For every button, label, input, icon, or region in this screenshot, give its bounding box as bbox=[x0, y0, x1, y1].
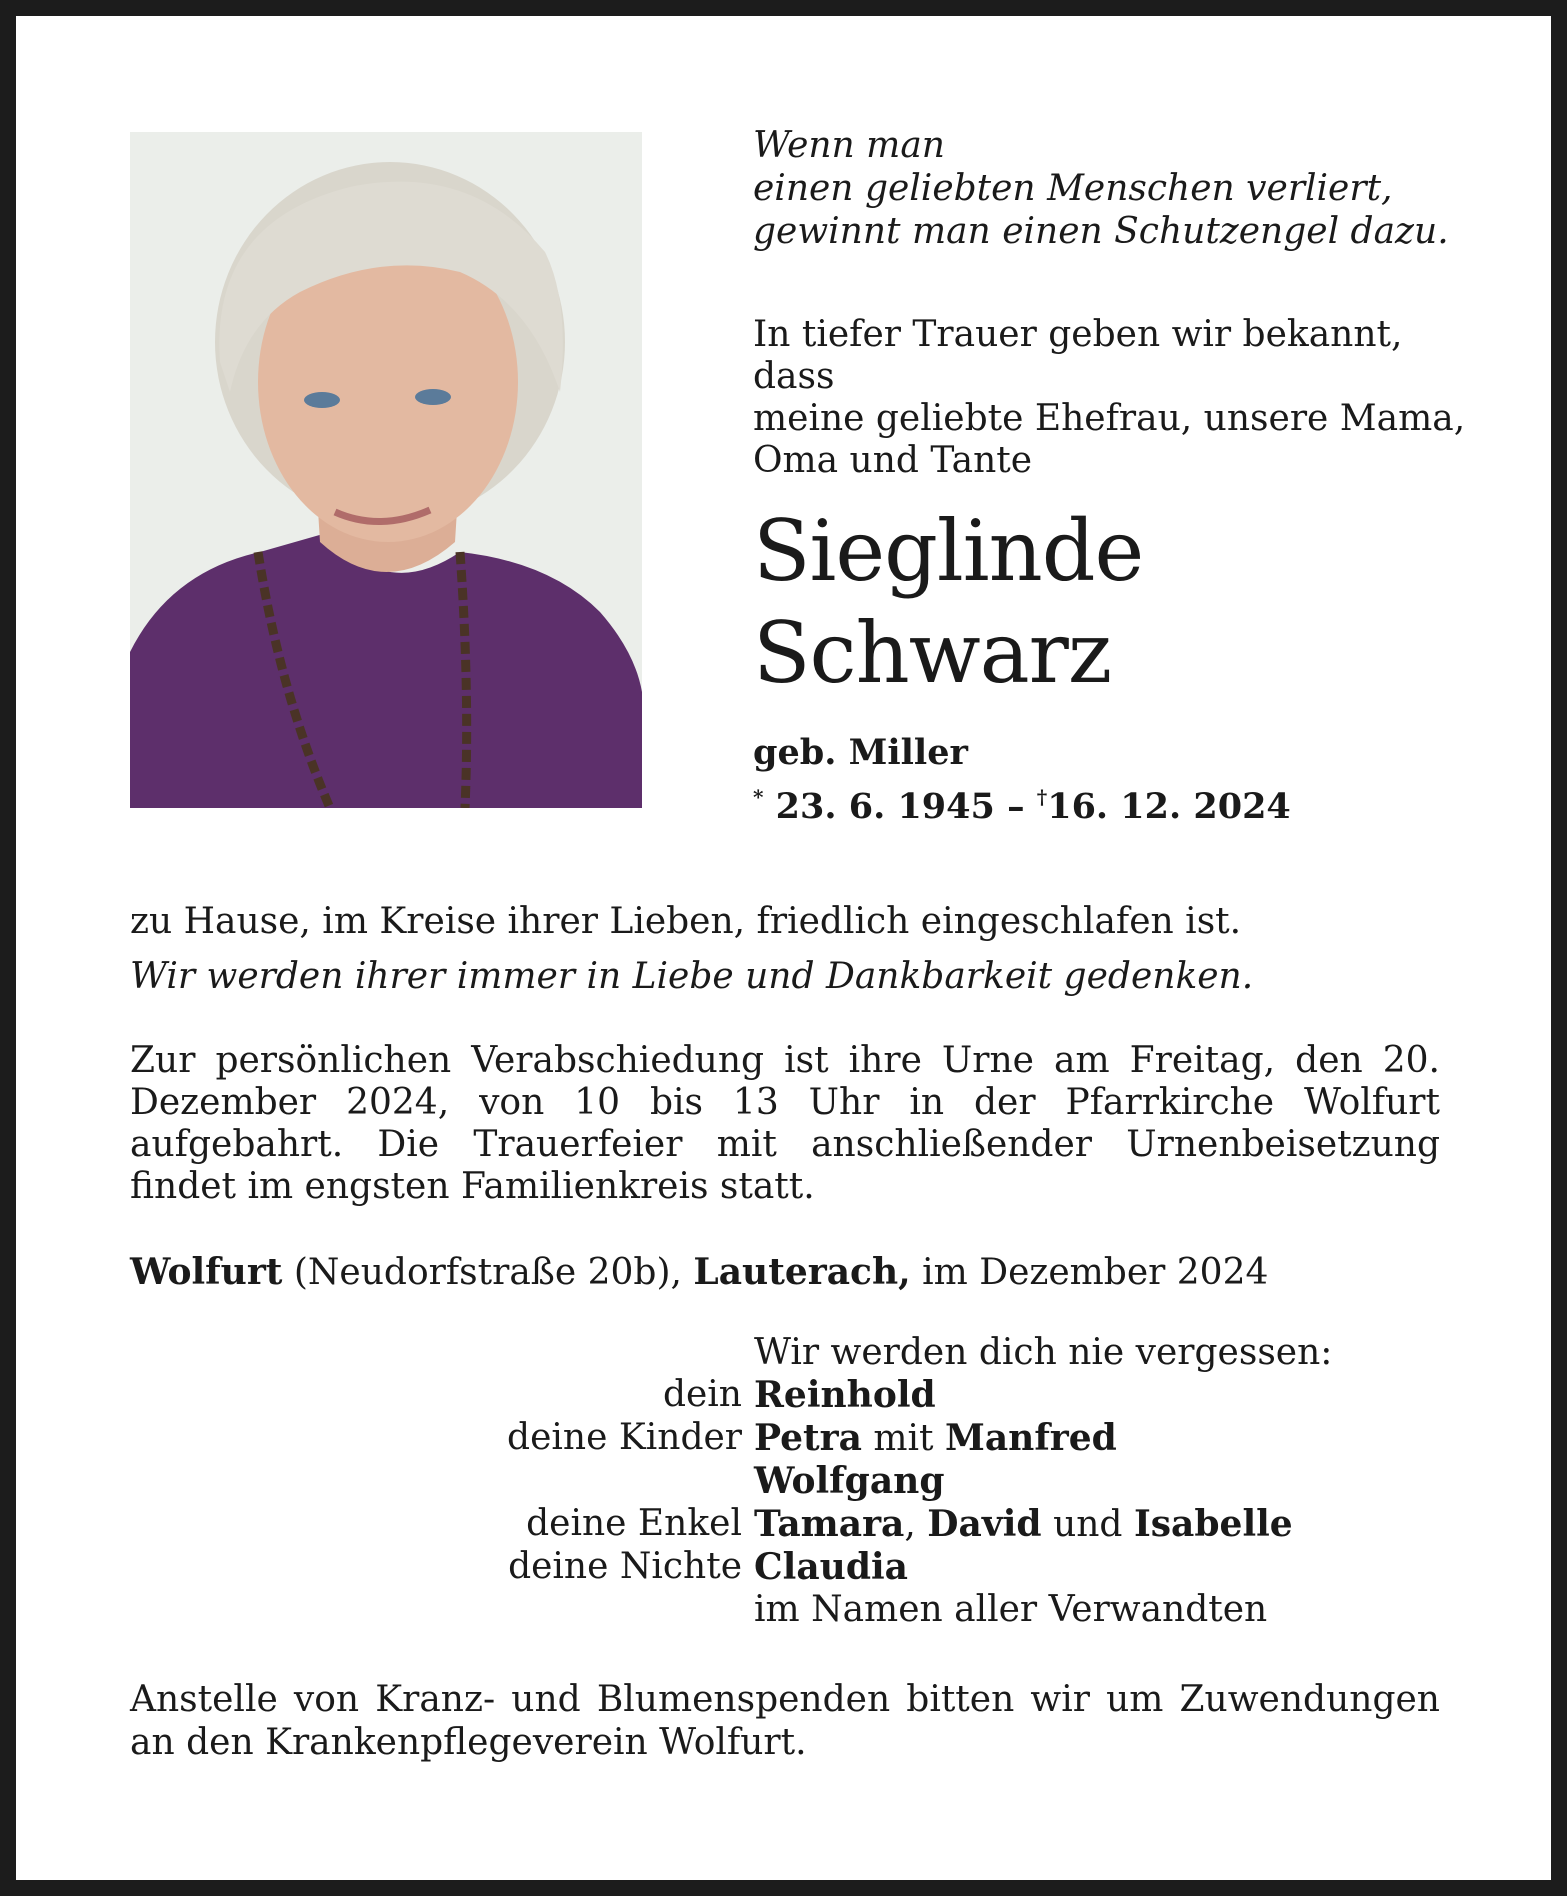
relatives-note: im Namen aller Verwandten bbox=[754, 1589, 1268, 1630]
town-wolfurt: Wolfurt bbox=[130, 1251, 283, 1293]
donation-note: Anstelle von Kranz- und Blumenspenden bitten wir um Zuwendungen an den Krankenpflegeverein Wolfurt. bbox=[130, 1679, 1440, 1763]
announcement-line: In tiefer Trauer geben wir bekannt, dass bbox=[753, 314, 1403, 397]
family-row bbox=[200, 1460, 1450, 1503]
birth-date: 23. 6. 1945 bbox=[775, 786, 995, 827]
quote-line: einen geliebten Menschen verliert, bbox=[753, 168, 1393, 209]
relation-label: deine Enkel bbox=[526, 1503, 742, 1544]
child-name: Petra bbox=[754, 1417, 862, 1459]
family-row bbox=[200, 1589, 1450, 1631]
quote-line: Wenn man bbox=[753, 125, 945, 166]
remembrance-text: Wir werden ihrer immer in Liebe und Dankbarkeit gedenken. bbox=[130, 956, 1254, 997]
family-row bbox=[200, 1374, 1450, 1417]
address: (Neudorfstraße 20b), bbox=[293, 1252, 682, 1293]
relation-label: deine Nichte bbox=[508, 1546, 742, 1587]
child-name: Wolfgang bbox=[754, 1460, 945, 1502]
niece-name: Claudia bbox=[754, 1546, 909, 1588]
memorial-quote bbox=[753, 124, 1473, 253]
deceased-name bbox=[753, 500, 1473, 704]
birth-name: geb. Miller bbox=[753, 732, 968, 773]
connector: und bbox=[1053, 1504, 1123, 1545]
place-date: im Dezember 2024 bbox=[922, 1252, 1269, 1293]
family-list bbox=[200, 1332, 1450, 1631]
family-row bbox=[200, 1546, 1450, 1589]
place-date-line bbox=[130, 1250, 1440, 1295]
announcement-line: meine geliebte Ehefrau, unsere Mama, bbox=[753, 398, 1466, 439]
family-row bbox=[200, 1503, 1450, 1546]
birth-symbol: * bbox=[753, 785, 764, 809]
last-name: Schwarz bbox=[753, 604, 1112, 702]
partner-name: Manfred bbox=[944, 1417, 1117, 1459]
announcement bbox=[753, 314, 1473, 482]
connector: mit bbox=[873, 1418, 934, 1459]
passed-away-text: zu Hause, im Kreise ihrer Lieben, friedlich eingeschlafen ist. bbox=[130, 901, 1242, 942]
grandchild-name: David bbox=[927, 1503, 1042, 1545]
family-row bbox=[200, 1417, 1450, 1460]
death-symbol: † bbox=[1036, 785, 1048, 809]
town-lauterach: Lauterach, bbox=[693, 1251, 911, 1293]
husband-name: Reinhold bbox=[754, 1374, 936, 1416]
first-name: Sieglinde bbox=[753, 502, 1144, 600]
relation-label: deine Kinder bbox=[507, 1417, 742, 1458]
life-dates bbox=[753, 776, 1473, 828]
grandchild-name: Tamara bbox=[754, 1503, 905, 1545]
date-separator: – bbox=[1007, 786, 1025, 827]
family-row bbox=[200, 1332, 1450, 1374]
comma: , bbox=[904, 1504, 916, 1545]
announcement-line: Oma und Tante bbox=[753, 440, 1033, 481]
farewell-text: Zur persönlichen Verabschiedung ist ihre Urne am Freitag, den 20. Dezember 2024, von 10 bis 13 Uhr in der Pfarrkirche Wolfurt aufgebahrt. Die Trauerfeier mit anschließender Urnenbeisetzung findet im engsten Familienkreis statt. bbox=[130, 1040, 1440, 1207]
grandchild-name: Isabelle bbox=[1133, 1503, 1293, 1545]
portrait-photo bbox=[130, 132, 642, 808]
family-intro: Wir werden dich nie vergessen: bbox=[754, 1332, 1333, 1373]
quote-line: gewinnt man einen Schutzengel dazu. bbox=[753, 211, 1449, 252]
relation-label: dein bbox=[662, 1374, 742, 1415]
death-date: 16. 12. 2024 bbox=[1047, 786, 1291, 827]
